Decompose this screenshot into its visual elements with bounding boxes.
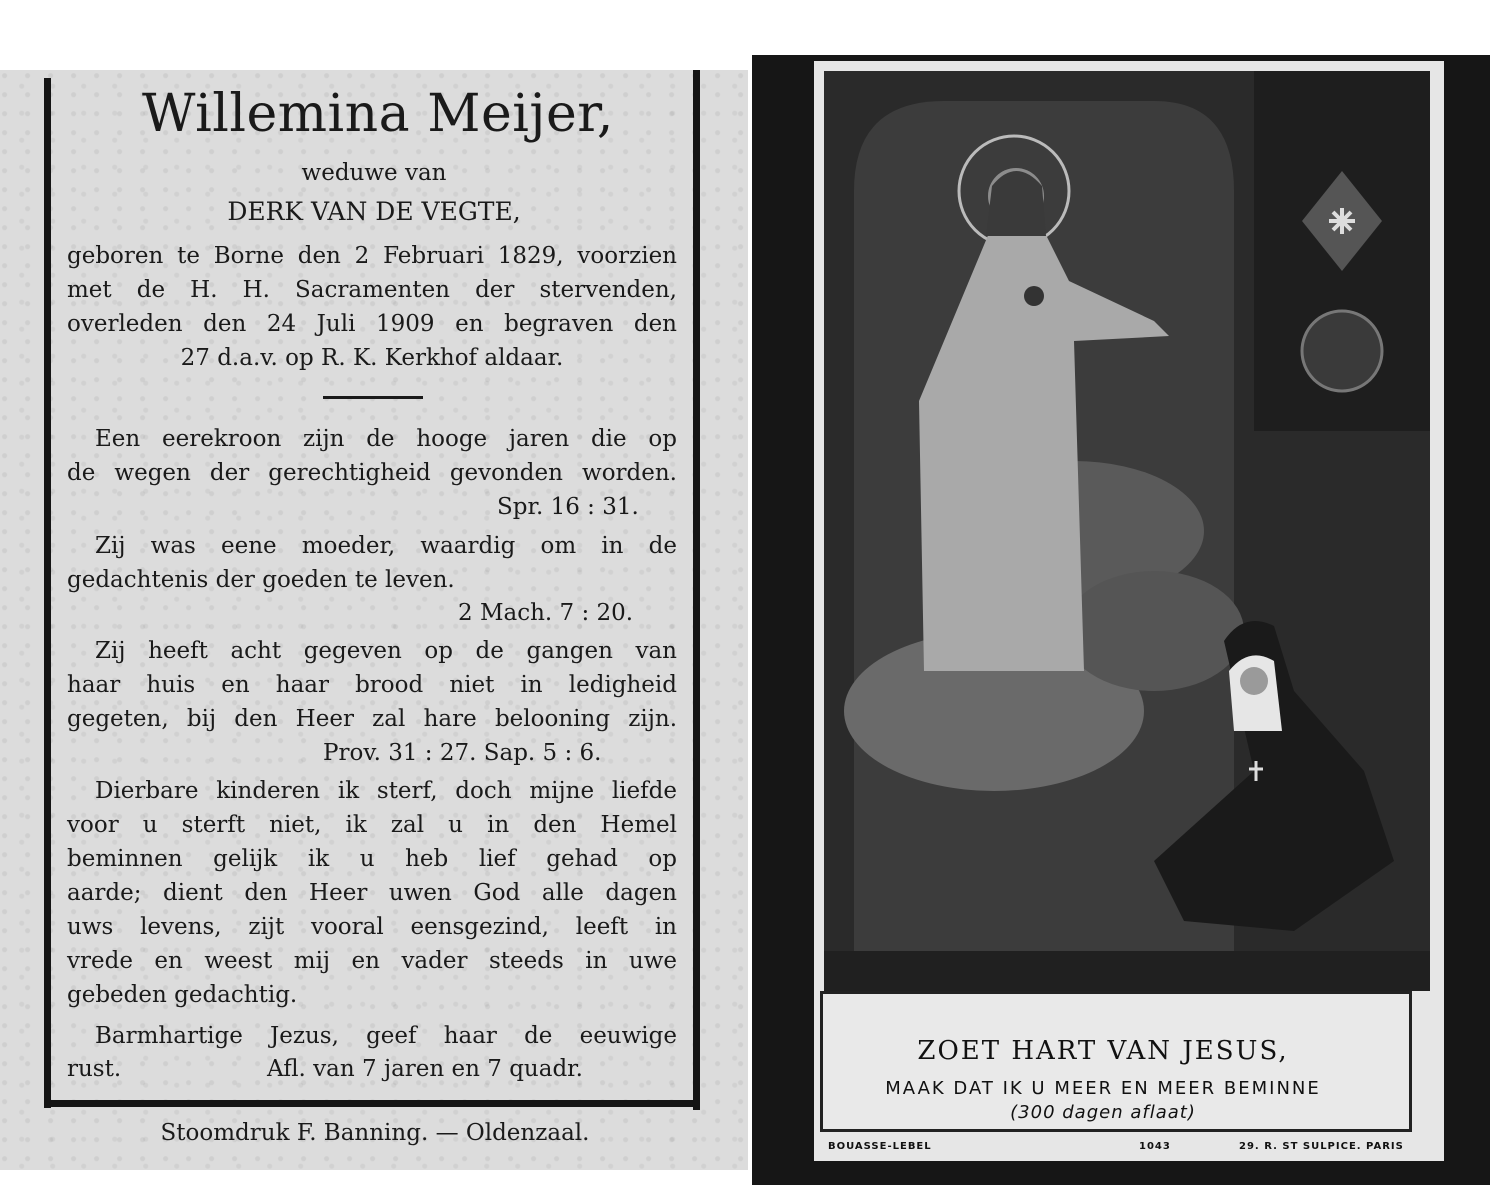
caption-prayer: MAAK DAT IK U MEER EN MEER BEMINNE (885, 1078, 1321, 1099)
text-line: rust. (67, 1056, 122, 1082)
verse-ref: 2 Mach. 7 : 20. (458, 600, 634, 626)
text-line: beminnen gelijk ik u heb lief gehad op (67, 846, 677, 872)
picture-frame (814, 61, 1444, 1161)
deceased-name: Willemina Meijer, (142, 84, 614, 144)
border-left (44, 78, 51, 1108)
sacred-heart-icon (1024, 286, 1044, 306)
text-line: gegeten, bij den Heer zal hare belooning zijn. (67, 706, 677, 732)
text-line: uws levens, zijt vooral eensgezind, leeft in (67, 914, 677, 940)
verse-ref: Spr. 16 : 31. (497, 494, 639, 520)
text-line: voor u sterft niet, ik zal u in den Hemel (67, 812, 677, 838)
publisher-imprint: BOUASSE-LEBEL (828, 1141, 932, 1152)
text-line: Barmhartige Jezus, geef haar de eeuwige (95, 1023, 677, 1049)
text-line: geboren te Borne den 2 Februari 1829, voorzien (67, 243, 677, 269)
text-line: de wegen der gerechtigheid gevonden worden. (67, 460, 677, 486)
text-line: met de H. H. Sacramenten der stervenden, (67, 277, 677, 303)
text-line: Een eerekroon zijn de hooge jaren die op (95, 426, 677, 452)
memorial-card-text-side (0, 70, 748, 1170)
text-line: haar huis en haar brood niet in ledigheid (67, 672, 677, 698)
text-line: vrede en weest mij en vader steeds in uwe (67, 948, 677, 974)
text-line: Zij heeft acht gegeven op de gangen van (95, 638, 677, 664)
text-line: overleden den 24 Juli 1909 en begraven den (67, 311, 677, 337)
text-line: Dierbare kinderen ik sterf, doch mijne liefde (95, 778, 677, 804)
caption-box (820, 991, 1412, 1132)
text-line: aarde; dient den Heer uwen God alle dagen (67, 880, 677, 906)
memorial-card-image-side (752, 55, 1490, 1185)
plate-number: 1043 (1139, 1141, 1171, 1152)
divider (323, 396, 423, 399)
widow-of-line: weduwe van (301, 160, 447, 186)
indulgence-note: Afl. van 7 jaren en 7 quadr. (267, 1056, 583, 1082)
text-line: gebeden gedachtig. (67, 982, 298, 1008)
text-line: Zij was eene moeder, waardig om in de (95, 533, 677, 559)
verse-ref: Prov. 31 : 27. Sap. 5 : 6. (323, 740, 602, 766)
caption-title: ZOET HART VAN JESUS, (917, 1036, 1289, 1066)
border-bottom (44, 1100, 700, 1107)
sacred-heart-illustration (824, 71, 1430, 991)
husband-name: DERK VAN DE VEGTE, (227, 197, 521, 226)
publisher-address: 29. R. ST SULPICE. PARIS (1239, 1141, 1404, 1152)
caption-indulgence: (300 dagen aflaat) (1010, 1102, 1196, 1123)
border-right (693, 70, 700, 1110)
text-line: gedachtenis der goeden te leven. (67, 567, 455, 593)
text-line: 27 d.a.v. op R. K. Kerkhof aldaar. (180, 345, 564, 371)
printer-imprint: Stoomdruk F. Banning. — Oldenzaal. (160, 1120, 590, 1146)
